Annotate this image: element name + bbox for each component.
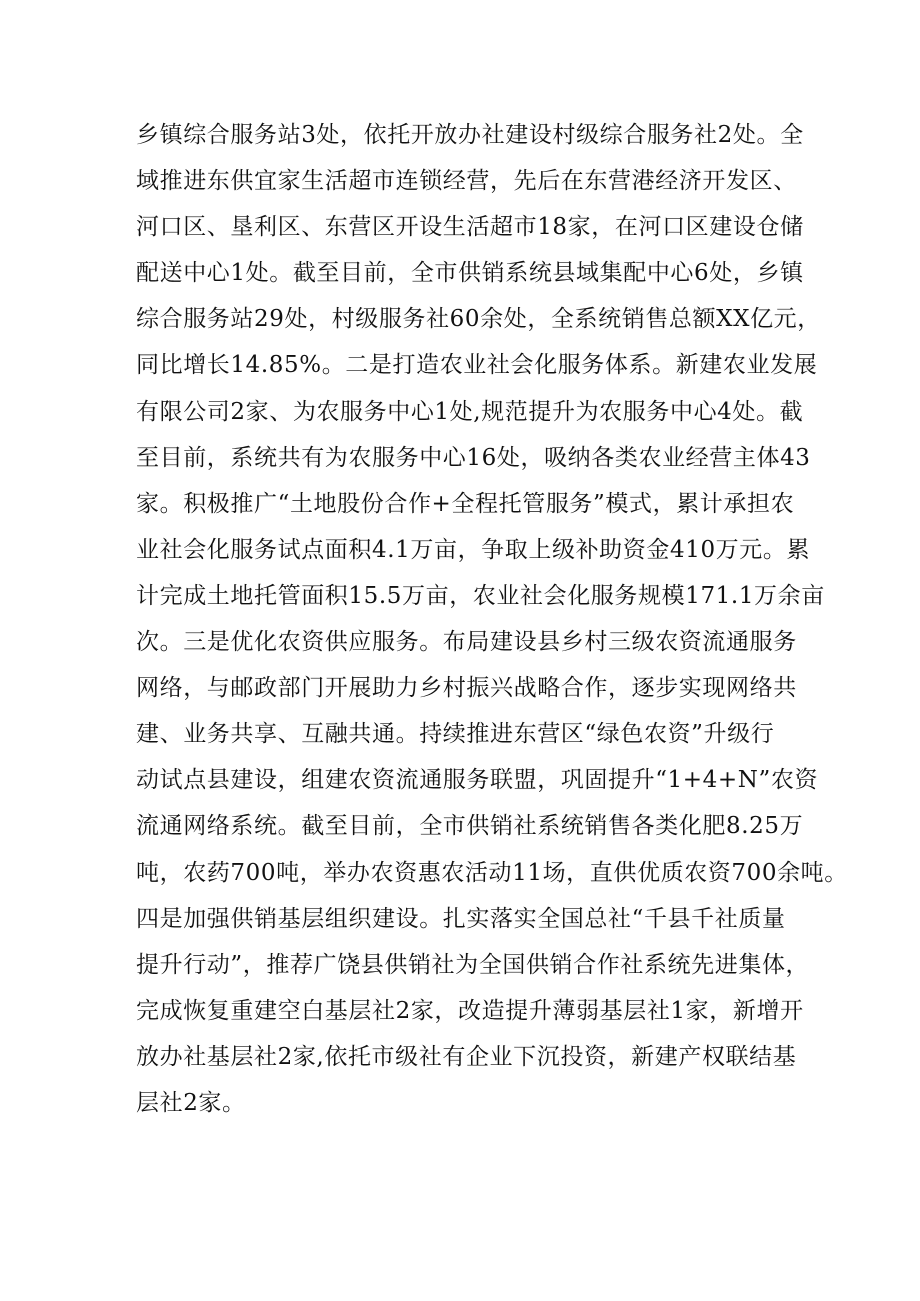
text-line: 乡镇综合服务站3处，依托开放办社建设村级综合服务社2处。全 <box>136 122 804 148</box>
text-line: 配送中心1处。截至目前，全市供销系统县域集配中心6处，乡镇 <box>136 260 804 287</box>
text-line: 家。积极推广“土地股份合作+全程托管服务”模式，累计承担农 <box>136 490 795 517</box>
text-line: 层社2家。 <box>136 1089 246 1116</box>
text-line: 建、业务共享、互融共通。持续推进东营区“绿色农资”升级行 <box>136 721 775 748</box>
text-line: 河口区、垦利区、东营区开设生活超市18家，在河口区建设仓储 <box>136 214 804 241</box>
text-line: 有限公司2家、为农服务中心1处,规范提升为农服务中心4处。截 <box>136 398 804 425</box>
text-line: 提升行动”，推荐广饶县供销社为全国供销合作社系统先进集体， <box>136 951 810 978</box>
text-line: 吨，农药700吨，举办农资惠农活动11场，直供优质农资700余吨。 <box>136 859 848 886</box>
text-line: 至目前，系统共有为农服务中心16处，吸纳各类农业经营主体43 <box>136 444 811 471</box>
text-line: 同比增长14.85%。二是打造农业社会化服务体系。新建农业发展 <box>136 352 818 379</box>
text-line: 流通网络系统。截至目前，全市供销社系统销售各类化肥8.25万 <box>136 813 804 840</box>
text-line: 完成恢复重建空白基层社2家，改造提升薄弱基层社1家，新增开 <box>136 997 804 1024</box>
text-line: 域推进东供宜家生活超市连锁经营，先后在东营港经济开发区、 <box>136 168 797 195</box>
text-line: 综合服务站29处，村级服务社60余处，全系统销售总额XX亿元， <box>136 306 821 333</box>
text-line: 四是加强供销基层组织建设。扎实落实全国总社“千县千社质量 <box>136 905 786 932</box>
text-line: 计完成土地托管面积15.5万亩，农业社会化服务规模171.1万余亩 <box>136 582 825 609</box>
text-line: 动试点县建设，组建农资流通服务联盟，巩固提升“1+4+N”农资 <box>136 767 819 794</box>
text-line: 放办社基层社2家,依托市级社有企业下沉投资，新建产权联结基 <box>136 1043 797 1070</box>
text-line: 业社会化服务试点面积4.1万亩，争取上级补助资金410万元。累 <box>136 536 811 563</box>
text-line: 网络，与邮政部门开展助力乡村振兴战略合作，逐步实现网络共 <box>136 675 797 702</box>
body-paragraph <box>136 112 848 1126</box>
text-line: 次。三是优化农资供应服务。布局建设县乡村三级农资流通服务 <box>136 629 797 656</box>
